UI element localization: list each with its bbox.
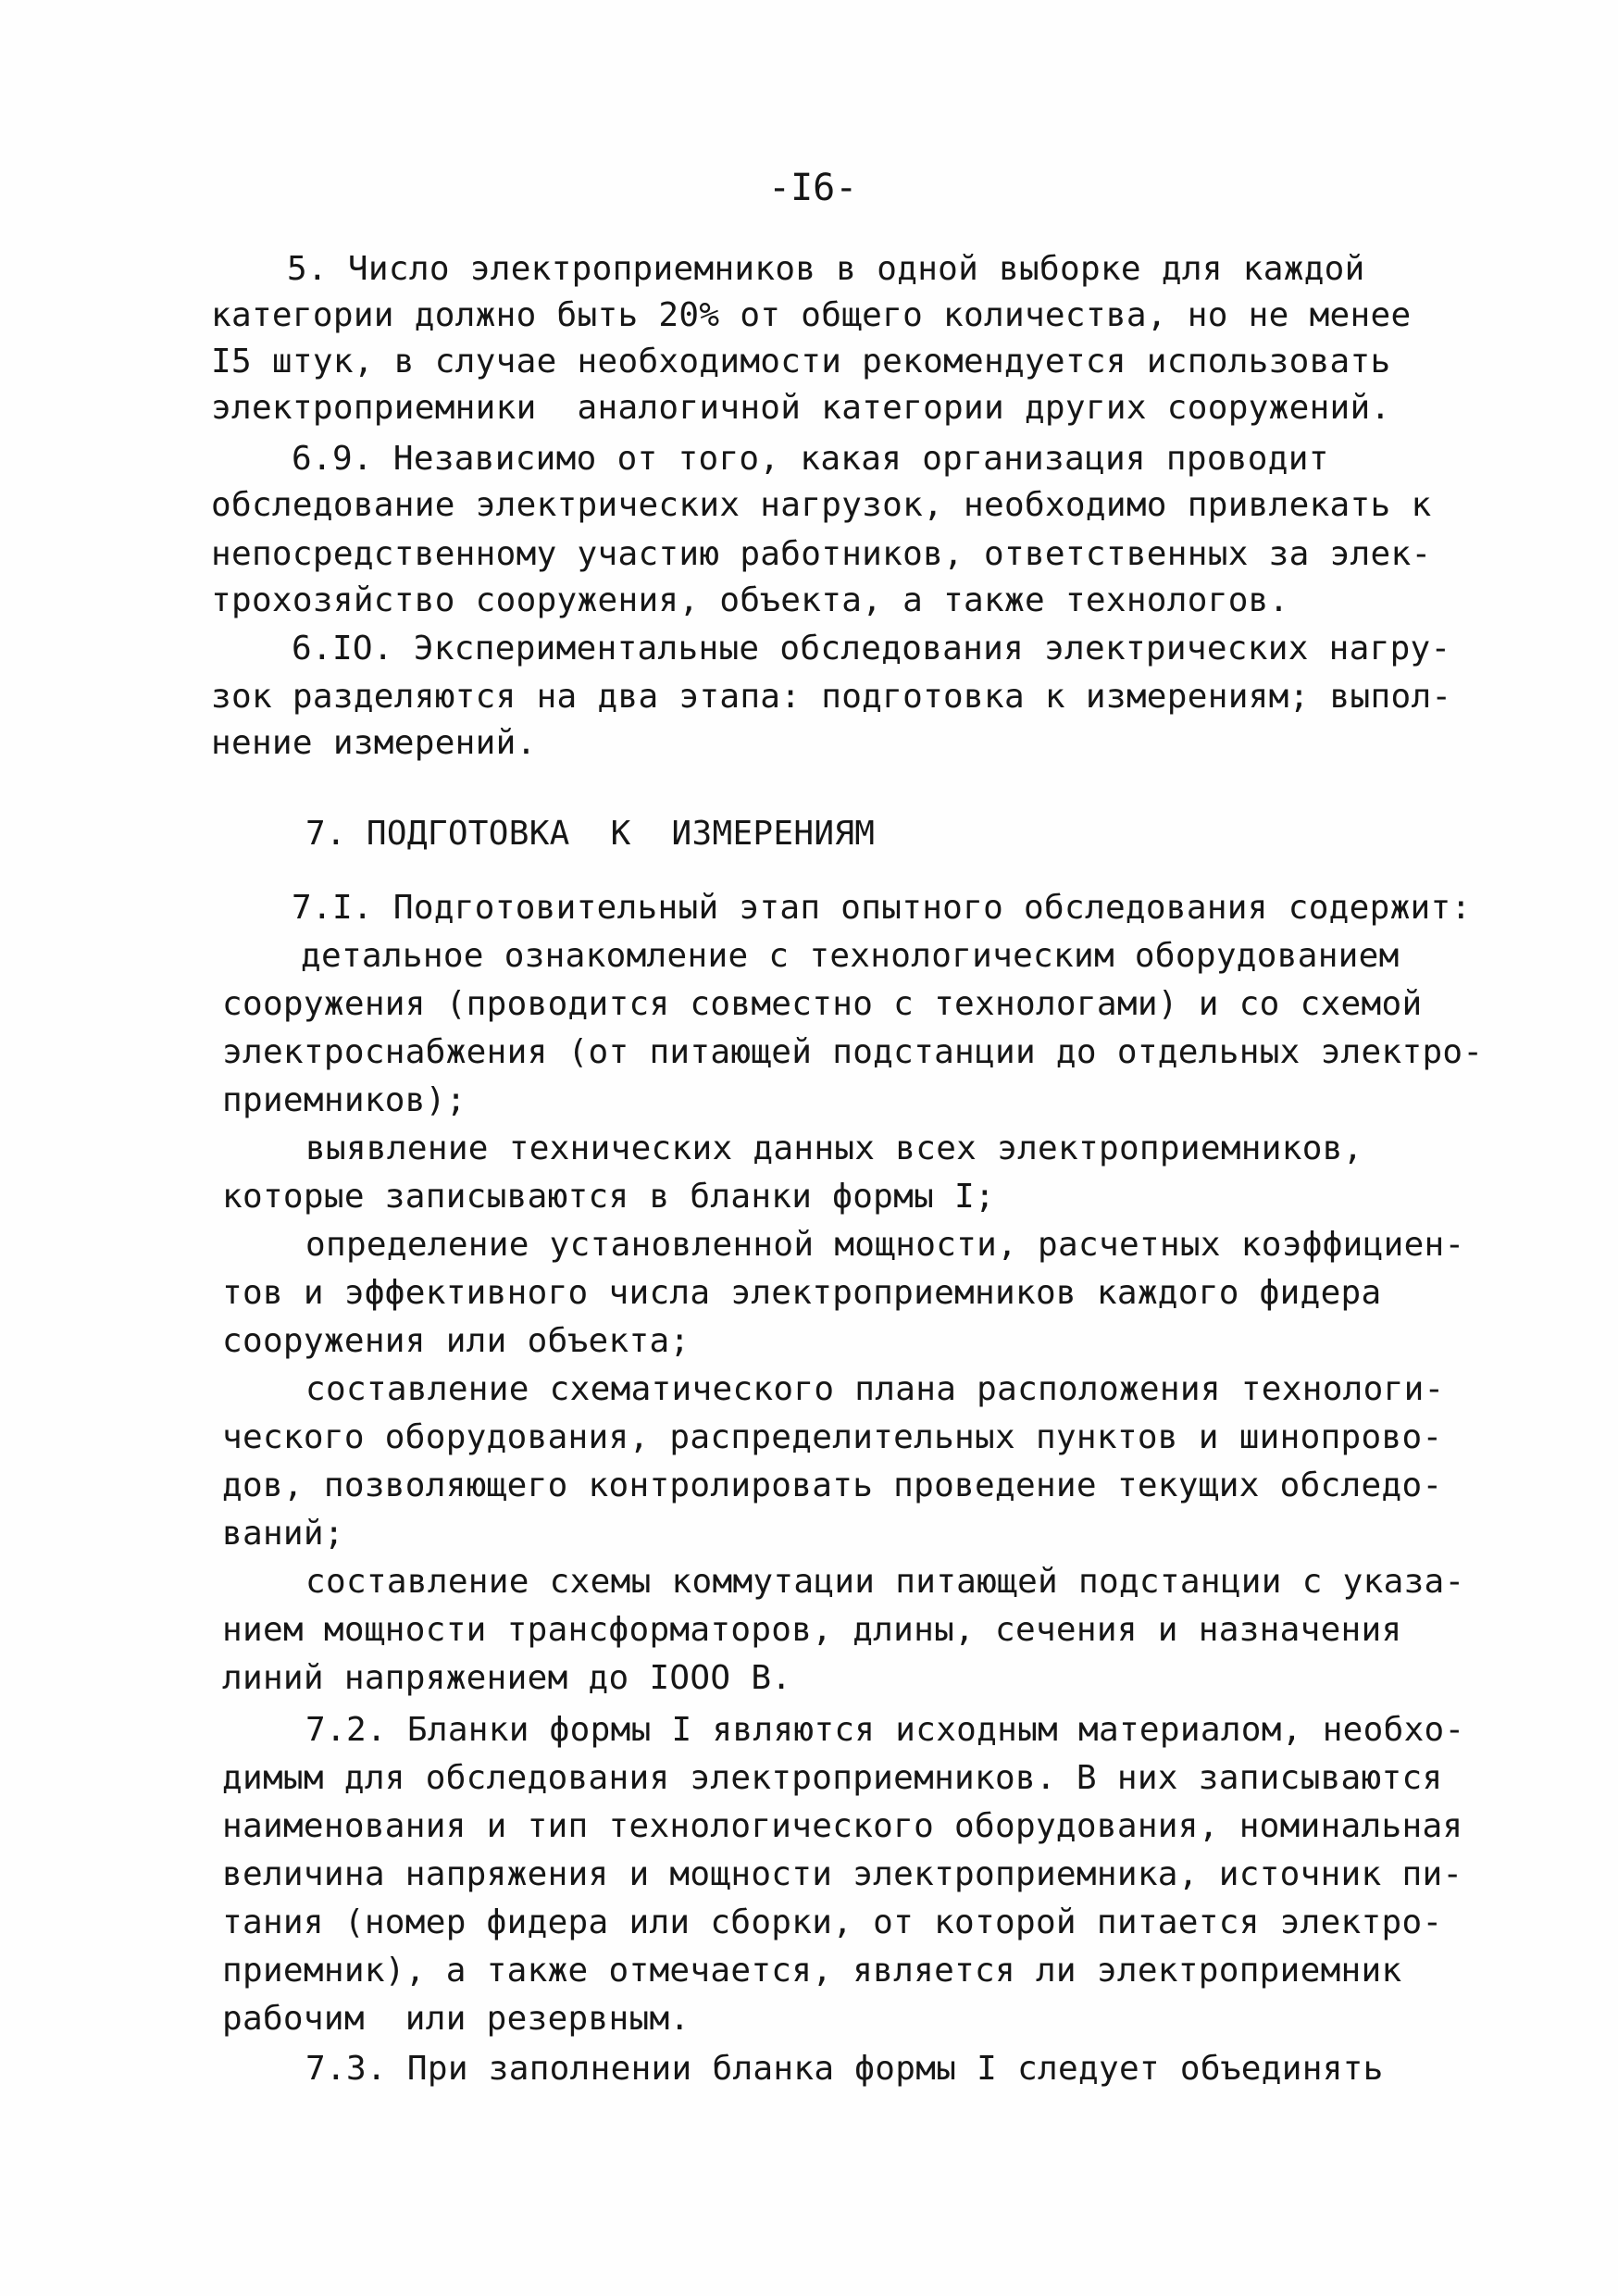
text-line: ческого оборудования, распределительных пунктов и шинопрово- (222, 1418, 1443, 1456)
text-line: 7.I. Подготовительный этап опытного обследования содержит: (292, 889, 1472, 927)
text-line: нием мощности трансформаторов, длины, сечения и назначения (222, 1611, 1402, 1649)
text-line: 7.2. Бланки формы I являются исходным материалом, необхо- (305, 1711, 1465, 1749)
text-line: которые записываются в бланки формы I; (222, 1178, 996, 1216)
text-line: зок разделяются на два этапа: подготовка к измерениям; выпол- (211, 678, 1452, 716)
page-number: -I6- (768, 167, 858, 209)
text-line: 6.IO. Экспериментальные обследования электрических нагру- (292, 630, 1451, 668)
text-line: линий напряжением до IOOO В. (222, 1659, 792, 1697)
text-line: электроприемники аналогичной категории других сооружений. (211, 389, 1391, 427)
section-heading: 7. ПОДГОТОВКА К ИЗМЕРЕНИЯМ (305, 815, 876, 853)
text-line: электроснабжения (от питающей подстанции до отдельных электро- (222, 1033, 1484, 1071)
text-line: составление схематического плана расположения технологи- (305, 1370, 1445, 1408)
text-line: непосредственному участию работников, ответственных за элек- (211, 535, 1432, 573)
text-line: I5 штук, в случае необходимости рекомендуется использовать (211, 343, 1391, 381)
text-line: 6.9. Независимо от того, какая организация проводит (292, 440, 1329, 478)
text-line: определение установленной мощности, расчетных коэффициен- (305, 1226, 1465, 1264)
text-line: сооружения или объекта; (222, 1322, 691, 1360)
text-line: приемник), а также отмечается, является ли электроприемник (222, 1952, 1402, 1990)
text-line: тания (номер фидера или сборки, от которой питается электро- (222, 1903, 1443, 1941)
text-line: приемников); (222, 1081, 467, 1119)
text-line: трохозяйство сооружения, объекта, а также технологов. (211, 581, 1289, 619)
text-line: детальное ознакомление с технологическим оборудованием (301, 937, 1400, 975)
text-line: сооружения (проводится совместно с технологами) и со схемой (222, 985, 1423, 1023)
text-line: дов, позволяющего контролировать проведение текущих обследо- (222, 1466, 1443, 1504)
text-line: 5. Число электроприемников в одной выборке для каждой (287, 250, 1365, 288)
text-line: обследование электрических нагрузок, необходимо привлекать к (211, 486, 1432, 524)
text-line: величина напряжения и мощности электроприемника, источник пи- (222, 1855, 1463, 1893)
text-line: наименования и тип технологического оборудования, номинальная (222, 1807, 1463, 1845)
text-line: димым для обследования электроприемников. В них записываются (222, 1759, 1443, 1797)
text-line: тов и эффективного числа электроприемников каждого фидера (222, 1274, 1382, 1312)
text-line: 7.3. При заполнении бланка формы I следует объединять (305, 2050, 1384, 2088)
text-line: рабочим или резервным. (222, 2000, 691, 2038)
text-line: выявление технических данных всех электроприемников, (305, 1129, 1363, 1167)
text-line: ваний; (222, 1515, 344, 1553)
text-line: составление схемы коммутации питающей подстанции с указа- (305, 1563, 1465, 1601)
text-line: нение измерений. (211, 724, 537, 762)
text-line: категории должно быть 20% от общего количества, но не менее (211, 296, 1412, 334)
